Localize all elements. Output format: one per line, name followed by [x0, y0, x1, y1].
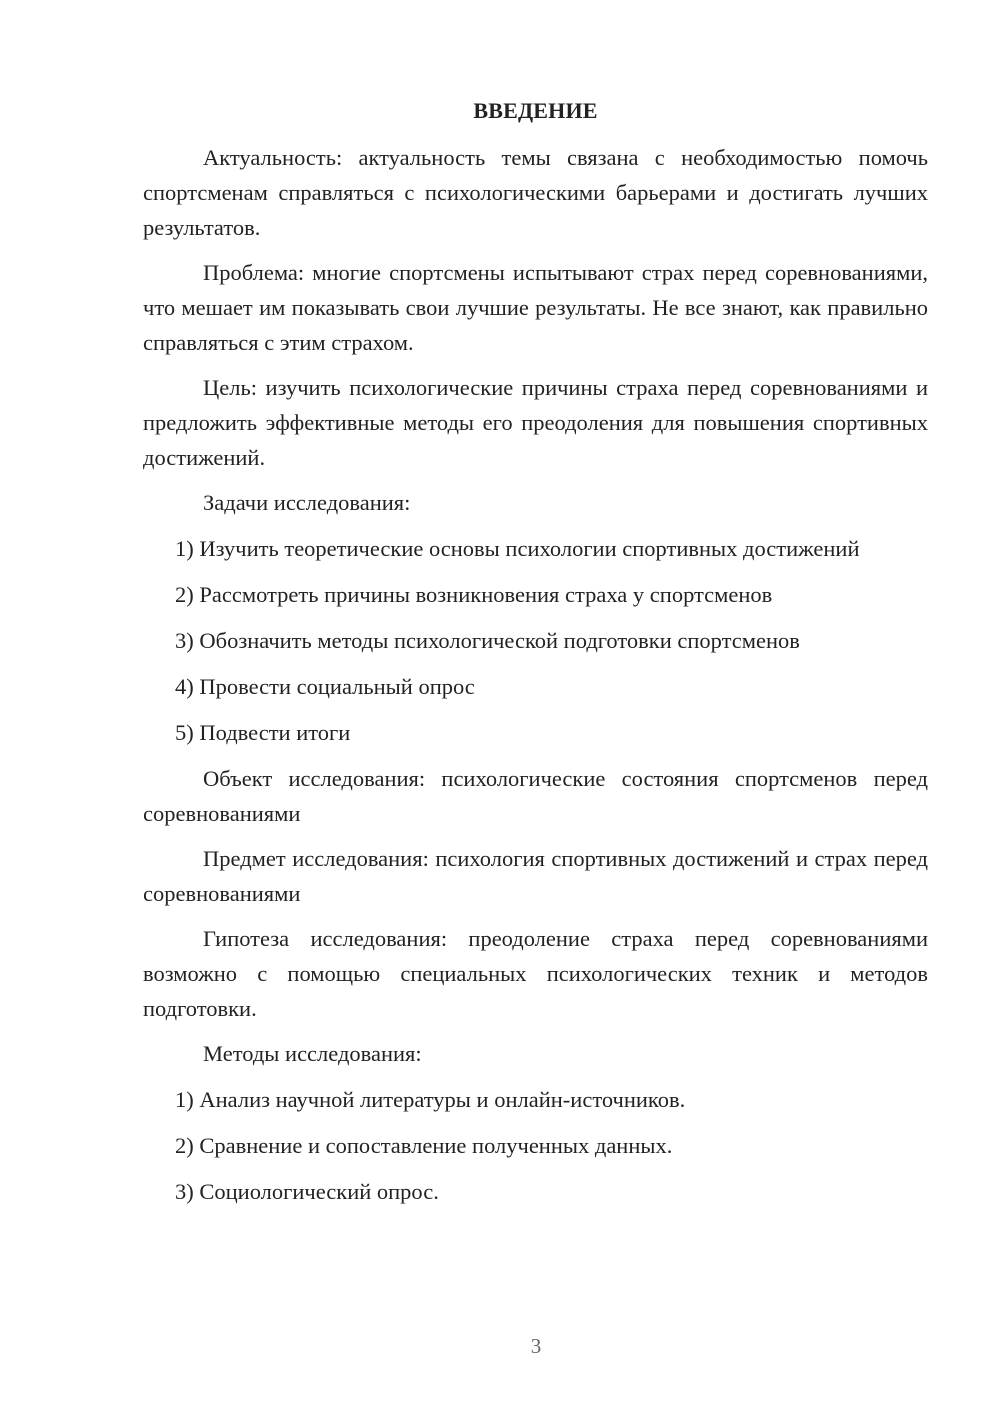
- hypothesis-paragraph: Гипотеза исследования: преодоление страха перед соревнованиями возможно с помощью специальных психологических техник и методов подготовки.: [143, 926, 928, 1021]
- subject-paragraph: Предмет исследования: психология спортивных достижений и страх перед соревнованиями: [143, 846, 928, 906]
- list-item: 4) Провести социальный опрос: [175, 674, 475, 699]
- list-item: 2) Рассмотреть причины возникновения страха у спортсменов: [175, 582, 773, 607]
- goal-paragraph: Цель: изучить психологические причины страха перед соревнованиями и предложить эффективные методы его преодоления для повышения спортивных достижений.: [143, 375, 928, 470]
- tasks-label: Задачи исследования:: [203, 490, 411, 515]
- object-paragraph: Объект исследования: психологические состояния спортсменов перед соревнованиями: [143, 766, 928, 826]
- relevance-paragraph: Актуальность: актуальность темы связана с необходимостью помочь спортсменам справляться с психологическими барьерами и достигать лучших результатов.: [143, 145, 928, 240]
- tasks-list: [143, 531, 928, 750]
- problem-paragraph: Проблема: многие спортсмены испытывают страх перед соревнованиями, что мешает им показывать свои лучшие результаты. Не все знают, как правильно справляться с этим страхом.: [143, 260, 928, 355]
- list-item: 2) Сравнение и сопоставление полученных данных.: [175, 1133, 673, 1158]
- page-title: ВВЕДЕНИЕ: [473, 98, 598, 123]
- methods-list: [143, 1082, 928, 1209]
- list-item: 5) Подвести итоги: [175, 720, 351, 745]
- list-item: 3) Обозначить методы психологической подготовки спортсменов: [175, 628, 800, 653]
- methods-label: Методы исследования:: [203, 1041, 422, 1066]
- page-number: 3: [530, 1334, 542, 1358]
- list-item: 1) Изучить теоретические основы психологии спортивных достижений: [175, 536, 860, 561]
- page-content: [143, 96, 928, 1220]
- list-item: 1) Анализ научной литературы и онлайн-источников.: [175, 1087, 686, 1112]
- list-item: 3) Социологический опрос.: [175, 1179, 439, 1204]
